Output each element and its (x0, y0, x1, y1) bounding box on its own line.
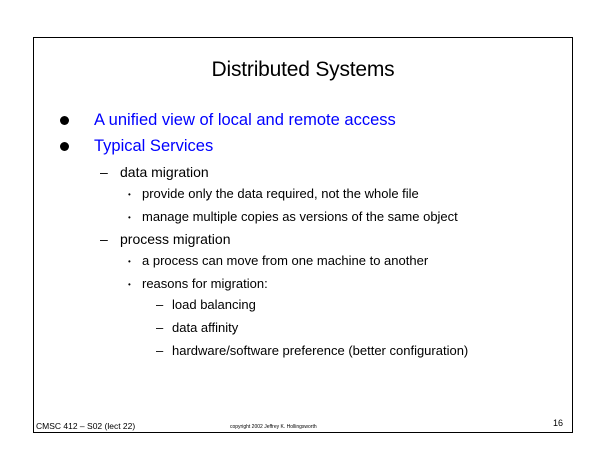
item-reasons: reasons for migration: (142, 276, 268, 291)
bullet-unified-view: A unified view of local and remote access (94, 111, 396, 129)
dash-marker: – (156, 343, 164, 358)
footer-copyright: copyright 2002 Jeffrey K. Hollingsworth (230, 424, 317, 430)
dash-marker: – (156, 320, 164, 335)
sub-bullet-icon: • (128, 190, 131, 199)
footer-course: CMSC 412 – S02 (lect 22) (36, 421, 136, 431)
page-number: 16 (553, 418, 564, 428)
bullet-typical-services: Typical Services (94, 137, 214, 155)
item-process-move: a process can move from one machine to another (142, 253, 429, 268)
item-load-balancing: load balancing (172, 297, 256, 312)
dash-marker: – (156, 297, 164, 312)
item-data-affinity: data affinity (172, 320, 239, 335)
dash-marker: – (100, 164, 108, 180)
sub-bullet-icon: • (128, 213, 131, 222)
slide (33, 37, 573, 433)
bullet-dot-icon (60, 142, 69, 151)
item-manage-copies: manage multiple copies as versions of the same object (142, 209, 458, 224)
sub-data-migration: data migration (120, 164, 209, 180)
dash-marker: – (100, 231, 108, 247)
slide-title: Distributed Systems (211, 58, 395, 81)
sub-process-migration: process migration (120, 231, 231, 247)
item-provide-only-data: provide only the data required, not the whole file (142, 186, 419, 201)
sub-bullet-icon: • (128, 280, 131, 289)
bullet-dot-icon (60, 116, 69, 125)
item-hardware-software: hardware/software preference (better configuration) (172, 343, 469, 358)
sub-bullet-icon: • (128, 257, 131, 266)
